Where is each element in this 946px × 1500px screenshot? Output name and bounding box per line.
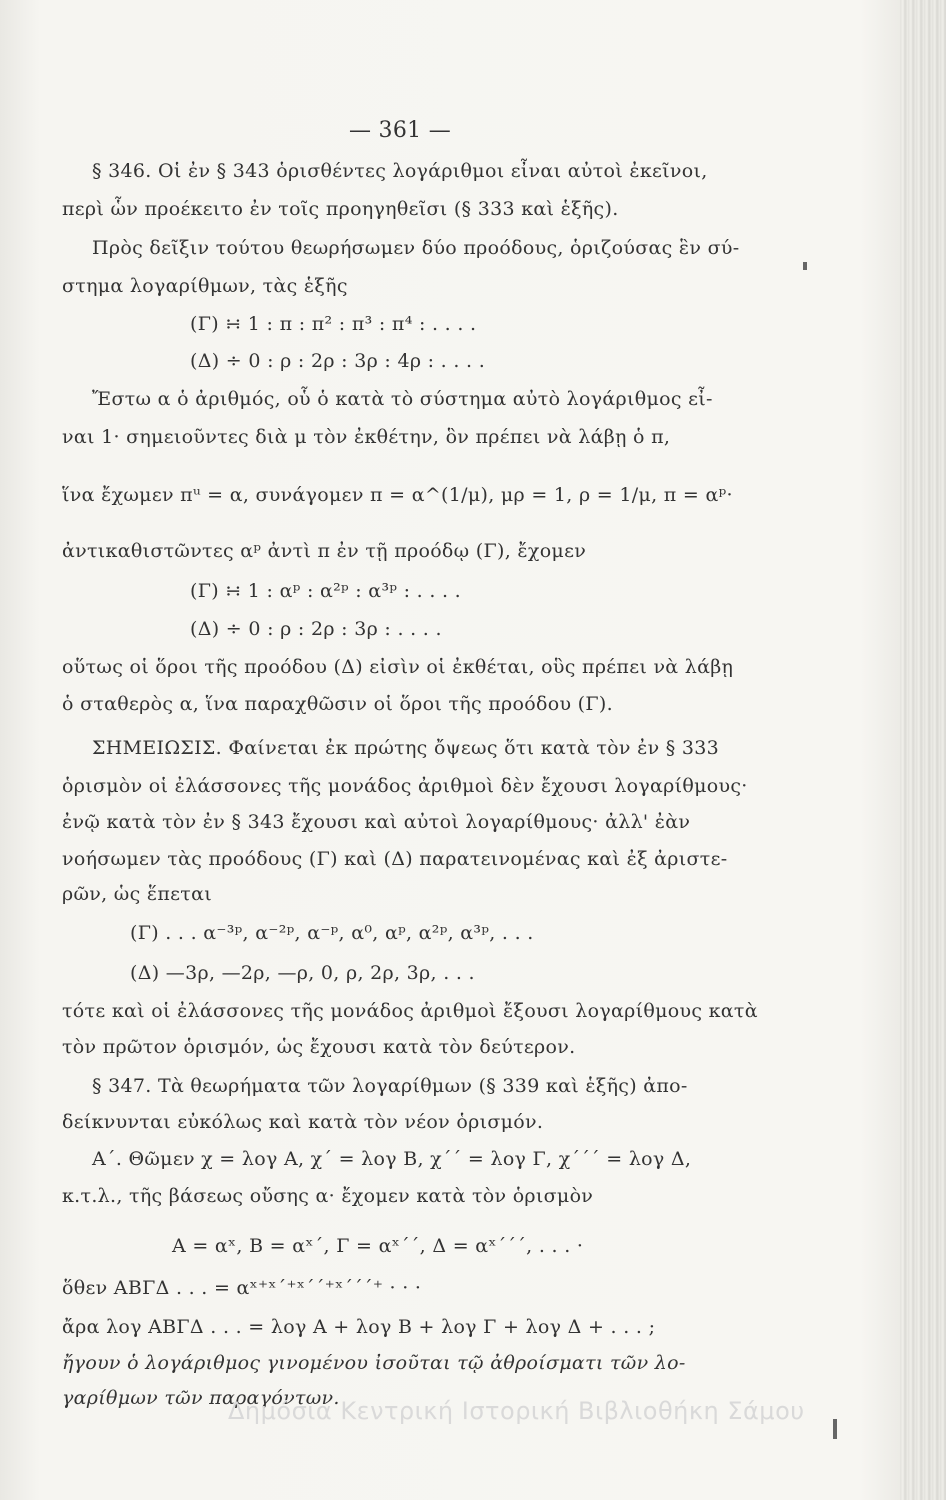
formula-line: (Γ) . . . α⁻³ᵖ, α⁻²ᵖ, α⁻ᵖ, α⁰, αᵖ, α²ᵖ, α³ᵖ, . . . <box>130 922 534 944</box>
formula-line: ὅθεν ΑΒΓΔ . . . = αˣ⁺ˣ΄⁺ˣ΄΄⁺ˣ΄΄΄⁺ · · · <box>62 1277 422 1299</box>
formula-line: (Δ) ÷ 0 : ρ : 2ρ : 3ρ : . . . . <box>190 618 442 640</box>
text-line: δείκνυνται εὐκόλως καὶ κατὰ τὸν νέον ὁρισμόν. <box>62 1111 544 1133</box>
text-line: οὕτως οἱ ὅροι τῆς προόδου (Δ) εἰσὶν οἱ ἐκθέται, οὓς πρέπει νὰ λάβῃ <box>62 656 734 678</box>
formula-line: ἄρα λογ ΑΒΓΔ . . . = λογ Α + λογ Β + λογ Γ + λογ Δ + . . . ; <box>62 1316 656 1338</box>
formula-line: ἵνα ἔχωμεν πᵘ = α, συνάγομεν π = α^(1/μ), μρ = 1, ρ = 1/μ, π = αᵖ· <box>62 484 733 506</box>
library-watermark: Δημόσια Κεντρική Ιστορική Βιβλιοθήκη Σάμου <box>228 1397 805 1425</box>
formula-line: Α = αˣ, Β = αˣ΄, Γ = αˣ΄΄, Δ = αˣ΄΄΄, . . . · <box>172 1235 584 1257</box>
text-line: τότε καὶ οἱ ἐλάσσονες τῆς μονάδος ἀριθμοὶ ἔξουσι λογαρίθμους κατὰ <box>62 1000 758 1022</box>
text-line: Α΄. Θῶμεν χ = λογ Α, χ΄ = λογ Β, χ΄΄ = λογ Γ, χ΄΄΄ = λογ Δ, <box>92 1148 692 1170</box>
formula-line: (Δ) —3ρ, —2ρ, —ρ, 0, ρ, 2ρ, 3ρ, . . . <box>130 962 475 984</box>
text-line: ἐνῷ κατὰ τὸν ἐν § 343 ἔχουσι καὶ αὐτοὶ λογαρίθμους· ἀλλ' ἐὰν <box>62 811 691 833</box>
italic-text-line: γαρίθμων τῶν παραγόντων. <box>62 1387 340 1409</box>
text-line: Ἔστω α ὁ ἀριθμός, οὗ ὁ κατὰ τὸ σύστημα αὐτὸ λογάριθμος εἶ- <box>92 388 713 410</box>
text-line: ὁρισμὸν οἱ ἐλάσσονες τῆς μονάδος ἀριθμοὶ δὲν ἔχουσι λογαρίθμους· <box>62 775 748 797</box>
text-line: § 347. Τὰ θεωρήματα τῶν λογαρίθμων (§ 339 καὶ ἑξῆς) ἀπο- <box>92 1075 688 1097</box>
text-line: ἀντικαθιστῶντες αᵖ ἀντὶ π ἐν τῇ προόδῳ (Γ), ἔχομεν <box>62 540 587 562</box>
text-line: ρῶν, ὡς ἕπεται <box>62 883 212 905</box>
formula-line: (Δ) ÷ 0 : ρ : 2ρ : 3ρ : 4ρ : . . . . <box>190 350 486 372</box>
text-line: § 346. Οἱ ἐν § 343 ὁρισθέντες λογάριθμοι εἶναι αὐτοὶ ἐκεῖνοι, <box>92 160 708 182</box>
text-line: ΣΗΜΕΙΩΣΙΣ. Φαίνεται ἐκ πρώτης ὄψεως ὅτι κατὰ τὸν ἐν § 333 <box>92 737 720 759</box>
text-line: Πρὸς δεῖξιν τούτου θεωρήσωμεν δύο προόδους, ὁριζούσας ἓν σύ- <box>92 237 740 259</box>
text-line: στημα λογαρίθμων, τὰς ἑξῆς <box>62 275 348 297</box>
margin-mark <box>803 262 807 270</box>
text-line: νοήσωμεν τὰς προόδους (Γ) καὶ (Δ) παρατεινομένας καὶ ἐξ ἀριστε- <box>62 848 728 870</box>
page-edge <box>900 0 946 1500</box>
text-line: ὁ σταθερὸς α, ἵνα παραχθῶσιν οἱ ὅροι τῆς προόδου (Γ). <box>62 693 613 715</box>
text-line: ναι 1· σημειοῦντες διὰ μ τὸν ἐκθέτην, ὃν πρέπει νὰ λάβῃ ὁ π, <box>62 426 671 448</box>
text-line: κ.τ.λ., τῆς βάσεως οὔσης α· ἔχομεν κατὰ τὸν ὁρισμὸν <box>62 1185 594 1207</box>
formula-line: (Γ) ∺ 1 : αᵖ : α²ᵖ : α³ᵖ : . . . . <box>190 580 462 602</box>
margin-mark <box>833 1419 837 1439</box>
italic-text-line: ἤγουν ὁ λογάριθμος γινομένου ἰσοῦται τῷ ἀθροίσματι τῶν λο- <box>62 1352 686 1374</box>
text-line: τὸν πρῶτον ὁρισμόν, ὡς ἔχουσι κατὰ τὸν δεύτερον. <box>62 1036 576 1058</box>
formula-line: (Γ) ∺ 1 : π : π² : π³ : π⁴ : . . . . <box>190 313 477 335</box>
page-number: — 361 — <box>348 118 452 143</box>
text-line: περὶ ὧν προέκειτο ἐν τοῖς προηγηθεῖσι (§ 333 καὶ ἑξῆς). <box>62 198 619 220</box>
